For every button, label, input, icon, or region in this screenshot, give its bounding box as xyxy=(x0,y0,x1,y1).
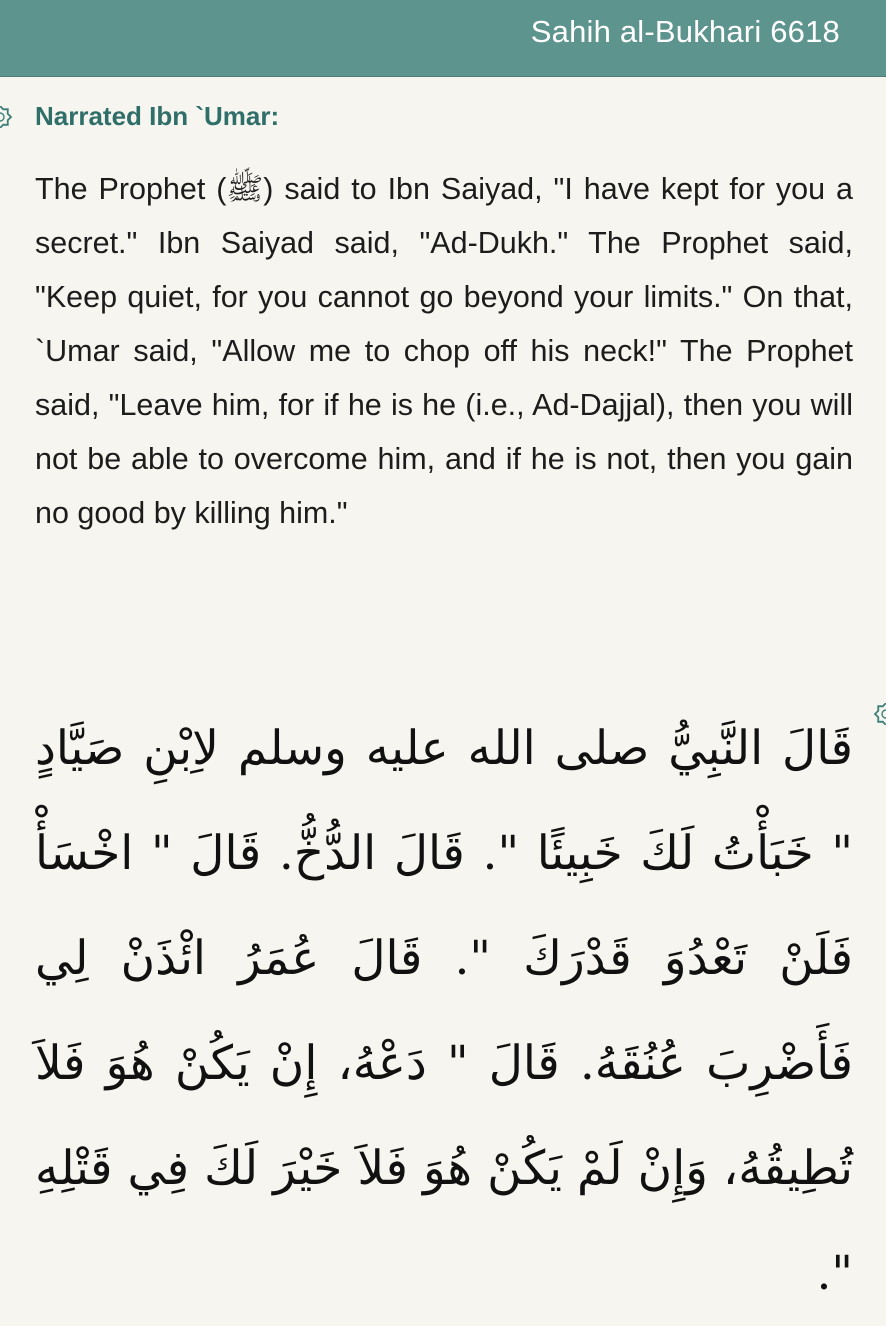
header-bar xyxy=(0,0,886,77)
page-title: Sahih al-Bukhari 6618 xyxy=(530,14,840,49)
arabic-hadith-text: قَالَ النَّبِيُّ صلى الله عليه وسلم لاِبْنِ صَيَّادٍ " خَبَأْتُ لَكَ خَبِيئًا ". قَالَ الدُّخُّ. قَالَ " اخْسَأْ فَلَنْ تَعْدُوَ قَدْرَكَ ". قَالَ عُمَرُ ائْذَنْ لِي فَأَضْرِبَ عُنُقَهُ. قَالَ " دَعْهُ، إِنْ يَكُنْ هُوَ فَلاَ تُطِيقُهُ، وَإِنْ لَمْ يَكُنْ هُوَ فَلاَ خَيْرَ لَكَ فِي قَتْلِهِ ". xyxy=(35,721,853,1301)
right-ornament-icon xyxy=(864,703,886,725)
narrator-heading: Narrated Ibn `Umar: xyxy=(35,101,280,131)
left-ornament-icon xyxy=(0,106,22,128)
english-hadith-text: The Prophet (ﷺ) said to Ibn Saiyad, "I have kept for you a secret." Ibn Saiyad said, "Ad-Dukh." The Prophet said, "Keep quiet, for you cannot go beyond your limits." On that, `Umar said, "Allow me to chop off his neck!" The Prophet said, "Leave him, for if he is he (i.e., Ad-Dajjal), then you will not be able to overcome him, and if he is not, then you gain no good by killing him." xyxy=(35,172,853,530)
